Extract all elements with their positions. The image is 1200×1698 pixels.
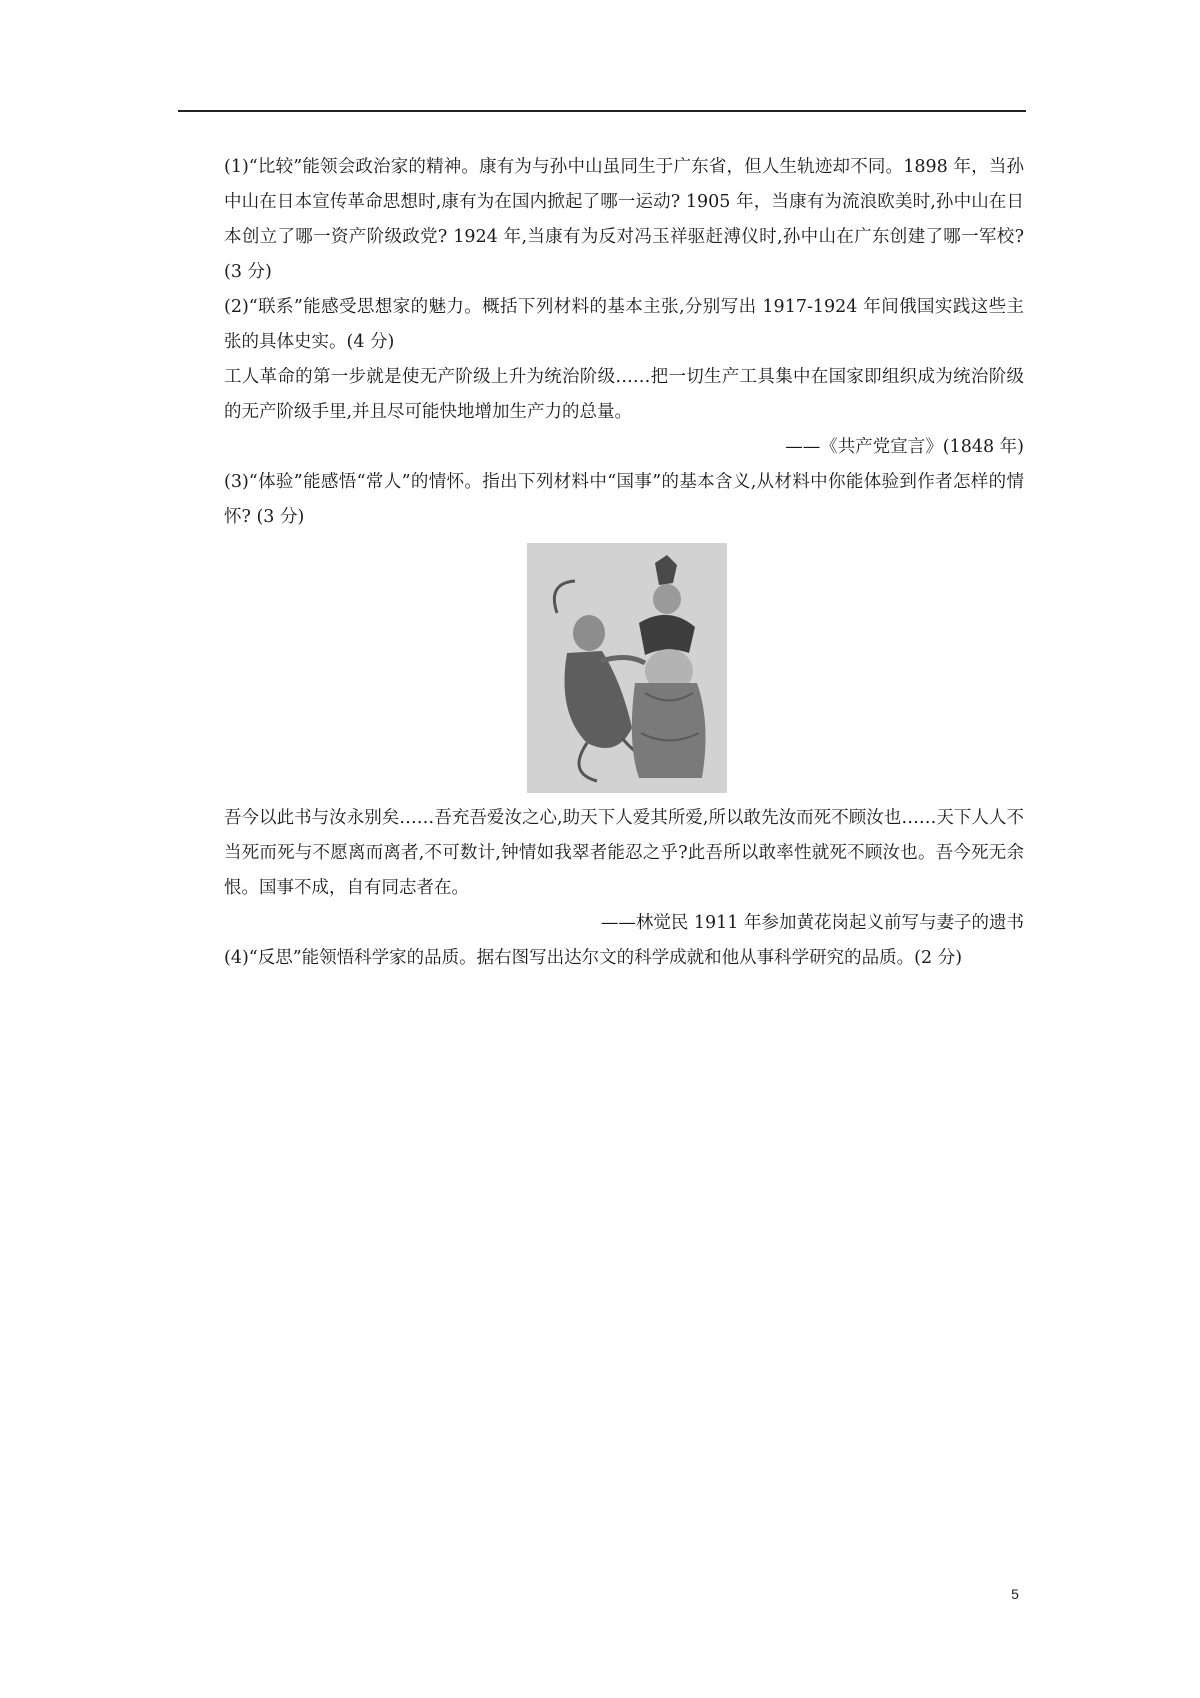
question-2-source: ——《共产党宣言》(1848 年) [785, 437, 1024, 457]
question-2-quote: 工人革命的第一步就是使无产阶级上升为统治阶级……把一切生产工具集中在国家即组织成为统治阶级的无产阶级手里,并且尽可能快地增加生产力的总量。 [224, 367, 1024, 422]
question-3-source: ——林觉民 1911 年参加黄花岗起义前写与妻子的遗书 [600, 913, 1024, 933]
question-2-text: (2)“联系”能感受思想家的魅力。概括下列材料的基本主张,分别写出 1917-1924 年间俄国实践这些主张的具体史实。(4 分) [224, 297, 1024, 352]
page-content [224, 150, 1024, 976]
header-rule [178, 110, 1026, 112]
question-1-text: (1)“比较”能领会政治家的精神。康有为与孙中山虽同生于广东省，但人生轨迹却不同。1898 年，当孙中山在日本宣传革命思想时,康有为在国内掀起了哪一运动? 1905 年，当康有为流浪欧美时,孙中山在日本创立了哪一资产阶级政党? 1924 年,当康有为反对冯玉祥驱赶溥仪时,孙中山在广东创建了哪一军校? (3 分) [224, 157, 1024, 282]
question-3-quote: 吾今以此书与汝永别矣……吾充吾爱汝之心,助天下人爱其所爱,所以敢先汝而死不顾汝也……天下人人不当死而死与不愿离而离者,不可数计,钟情如我翠者能忍之乎?此吾所以敢率性就死不顾汝也。吾今死无余恨。国事不成，自有同志者在。 [224, 808, 1024, 898]
question-3-text: (3)“体验”能感悟“常人”的情怀。指出下列材料中“国事”的基本含义,从材料中你能体验到作者怎样的情怀? (3 分) [224, 472, 1024, 527]
page-number: 5 [1011, 1586, 1019, 1602]
cartoon-illustration [527, 543, 727, 793]
question-4-text: (4)“反思”能领悟科学家的品质。据右图写出达尔文的科学成就和他从事科学研究的品质。(2 分) [224, 948, 963, 968]
